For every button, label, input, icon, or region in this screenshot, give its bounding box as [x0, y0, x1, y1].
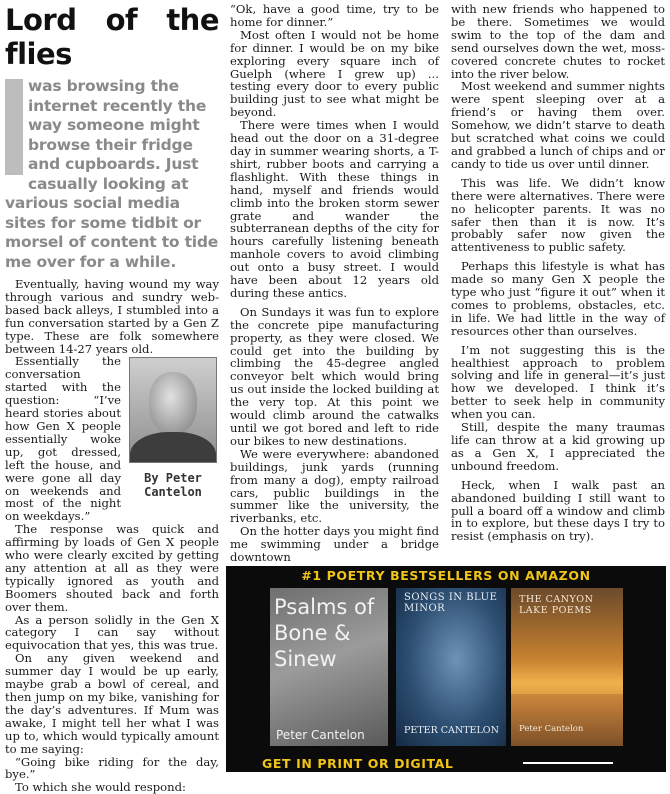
book-title: THE CANYON LAKE POEMS — [519, 594, 594, 616]
book-author: Peter Cantelon — [276, 728, 365, 742]
ad-cta: GET IN PRINT OR DIGITAL — [262, 756, 454, 771]
book-author: PETER CANTELON — [404, 725, 499, 736]
book-cover-canyon[interactable] — [511, 588, 623, 746]
paragraph: As a person solidly in the Gen X category I can say without equivocation that yes, this was true. — [5, 612, 219, 653]
paragraph: On the hotter days you might find me swimming under a bridge downtown — [230, 524, 439, 565]
paragraph: On any given weekend and summer day I would be up early, maybe grab a bowl of cereal, and then jump on my bike, vanishing for the day’s adventures. If Mum was awake, I might tell her what I was up to, which would typically amount to me saying: — [5, 651, 219, 756]
paragraph: We were everywhere: abandoned buildings, junk yards (running from many a dog), empty railroad cars, public buildings in the summer like the university, the riverbanks, etc. — [230, 446, 439, 526]
author-box — [127, 357, 219, 499]
article-column-3 — [451, 3, 665, 543]
paragraph: Most weekend and summer nights were spent sleeping over at a friend’s or having them over. Somehow, we didn’t starve to death but scratched what coins we could and grabbed a lunch of chips and or candy to tide us over until dinner. — [451, 79, 665, 171]
paragraph: with new friends who happened to be there. Sometimes we would swim to the top of the dam and send ourselves down the wet, moss-covered concrete chutes to rocket into the river below. — [451, 2, 665, 81]
article-column-1 — [5, 0, 219, 794]
byline: By Peter Cantelon — [144, 471, 202, 500]
paragraph: Eventually, having wound my way through various and sundry web-based back alleys, I stumbled into a fun conversation started by a Gen Z type. These are folk somewhere between 14-27 years old. — [5, 277, 219, 356]
ad-headline: #1 POETRY BESTSELLERS ON AMAZON — [301, 568, 591, 583]
lake-illustration — [511, 694, 623, 746]
paragraph: There were times when I would head out the door on a 31-degree day in summer wearing shorts, a T-shirt, rubber boots and carrying a flashlight. With these things in hand, myself and friends would climb into the broken storm sewer grate and wander the subterranean depths of the city for hours carefully listening beneath manhole covers to avoid climbing out onto a busy street. I would have been about 12 years old during these antics. — [230, 118, 439, 300]
paragraph: On Sundays it was fun to explore the concrete pipe manufacturing property, as they were closed. We could get into the building by climbing the 45-degree angled conveyor belt which would bring us out inside the locked building at the very top. At this point we would climb around the catwalks until we got bored and left to ride our bikes to new destinations. — [230, 304, 439, 448]
book-cover-songs[interactable] — [396, 588, 506, 746]
divider-line — [523, 762, 613, 764]
paragraph: Heck, when I walk past an abandoned building I still want to pull a board off a window and climb in to explore, but these days I try to resist (emphasis on try). — [451, 477, 665, 544]
book-title: Psalms of Bone & Sinew — [274, 595, 375, 671]
article-column-2 — [230, 3, 439, 564]
paragraph: Essentially the conversation started with the question: “I’ve heard stories about how Gen X people essentially woke up, got dressed, left the house, and were gone all day on weekends and most of the night on weekdays.” — [5, 354, 121, 524]
author-face — [149, 372, 197, 434]
paragraph: The response was quick and affirming by loads of Gen X people who were clearly excited by getting any attention at all as they were typically ignored as youth and Boomers shouted back and forth over them. — [5, 522, 219, 614]
author-photo — [129, 357, 217, 463]
paragraph: Perhaps this lifestyle is what has made so many Gen X people the type who just “figure it out” when it comes to problems, obstacles, etc. in life. We had little in the way of resources other than ourselves. — [451, 259, 665, 338]
book-cover-psalms[interactable] — [270, 588, 388, 746]
book-advertisement[interactable] — [226, 566, 666, 772]
author-shoulders — [130, 432, 216, 463]
book-author: Peter Cantelon — [519, 724, 584, 734]
deck — [5, 77, 219, 272]
deck-text: was browsing the internet recently the way someone might browse their fridge and cupboards. Just casually looking at various social media sites for some tidbit or morsel of content to tide me over for a while. — [5, 77, 219, 271]
paragraph: Still, despite the many traumas life can throw at a kid growing up as a Gen X, I appreciated the unbound freedom. — [451, 420, 665, 473]
drop-cap-bar — [5, 79, 23, 175]
book-title: SONGS IN BLUE MINOR — [404, 592, 498, 614]
headline: Lord of the flies — [5, 3, 219, 71]
paragraph: This was life. We didn’t know there were alternatives. There were no helicopter parents. It was no safer then than it is now. It’s probably safer now given the attentiveness to public safety. — [451, 175, 665, 255]
paragraph: To which she would respond: — [15, 780, 186, 794]
paragraph: Most often I would not be home for dinner. I would be on my bike exploring every square inch of Guelph (where I grew up) ... testing every door to every public building just to see what might be beyond. — [230, 27, 439, 120]
paragraph: “Going bike riding for the day, bye.” — [5, 754, 219, 782]
paragraph: I’m not suggesting this is the healthiest approach to problem solving and life in general—it’s just how we developed. I think it’s better to seek help in community when you can. — [451, 342, 665, 422]
paragraph: “Ok, have a good time, try to be home for dinner.” — [230, 2, 439, 29]
